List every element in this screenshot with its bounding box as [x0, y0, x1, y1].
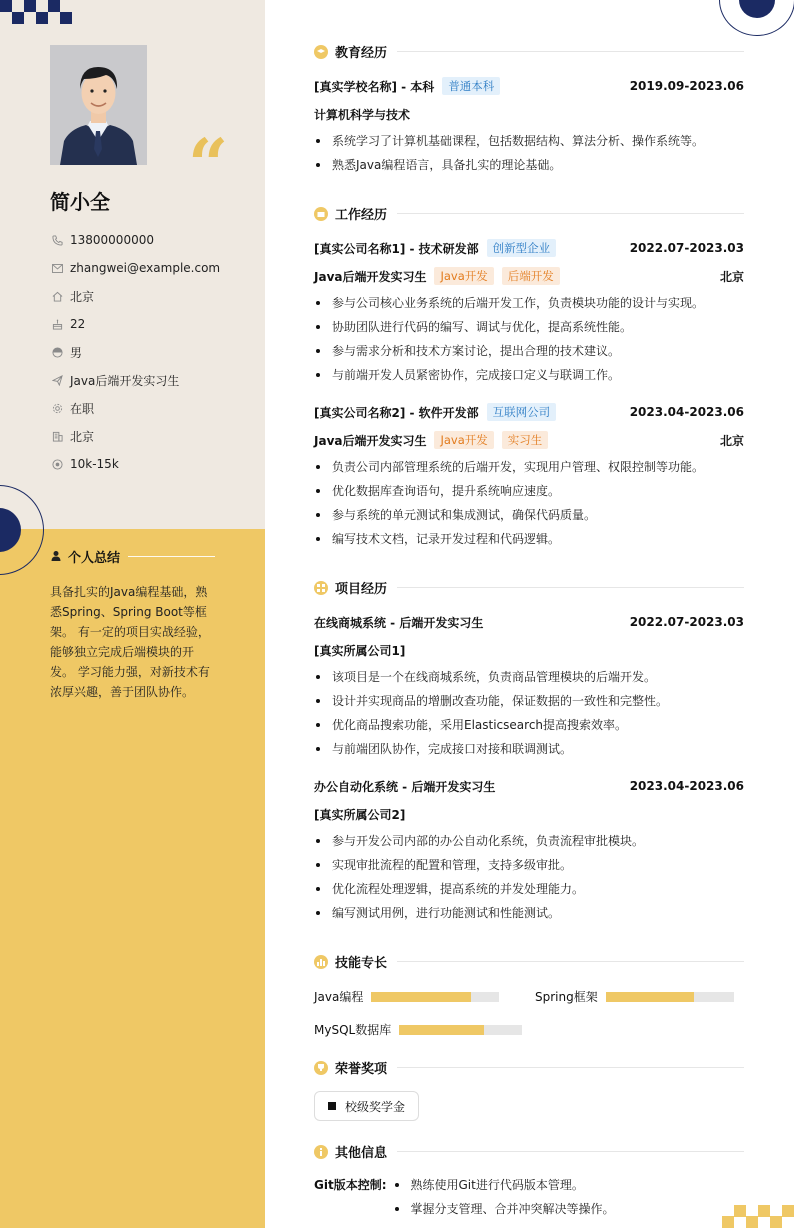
job-role-row — [314, 431, 744, 449]
list-item: 设计并实现商品的增删改查功能，保证数据的一致性和完整性。 — [314, 689, 744, 713]
avatar — [50, 45, 147, 165]
skill-name: MySQL数据库 — [314, 1023, 392, 1037]
list-item: 负责公司内部管理系统的后端开发，实现用户管理、权限控制等功能。 — [314, 455, 744, 479]
divider — [397, 587, 744, 588]
education-heading — [314, 42, 744, 61]
other-title: 其他信息 — [335, 1146, 388, 1161]
list-item: 掌握分支管理、合并冲突解决等操作。 — [393, 1197, 615, 1221]
projects-title: 项目经历 — [335, 582, 388, 597]
job-city: 北京 — [719, 433, 744, 448]
skill-bar-fill — [606, 992, 694, 1002]
divider — [397, 51, 744, 52]
company-name: [真实公司名称2] - 软件开发部 — [314, 405, 479, 420]
awards-title: 荣誉奖项 — [335, 1062, 388, 1077]
award-label: 校级奖学金 — [345, 1099, 406, 1114]
building-icon — [50, 429, 64, 443]
school-name: [真实学校名称] - 本科 — [314, 79, 435, 94]
gender-icon — [50, 345, 64, 359]
job-role: Java后端开发实习生 — [314, 269, 427, 284]
job-period: 2023.04-2023.06 — [629, 405, 744, 419]
project-bullets — [314, 829, 744, 925]
bar-chart-icon — [314, 955, 328, 969]
project-company: [真实所属公司1] — [314, 643, 406, 658]
list-item: 该项目是一个在线商城系统，负责商品管理模块的后端开发。 — [314, 665, 744, 689]
education-title: 教育经历 — [335, 46, 388, 61]
school-tag: 普通本科 — [442, 77, 500, 95]
job-company-row — [314, 403, 744, 421]
status-value: 在职 — [70, 401, 95, 416]
divider — [397, 1151, 744, 1152]
age-value: 22 — [70, 317, 86, 331]
divider — [397, 1067, 744, 1068]
job-bullets — [314, 455, 744, 551]
list-item: 编写测试用例，进行功能测试和性能测试。 — [314, 901, 744, 925]
phone-icon — [50, 233, 64, 247]
divider — [397, 213, 744, 214]
list-item: 优化流程处理逻辑，提高系统的并发处理能力。 — [314, 877, 744, 901]
other-info — [314, 1173, 615, 1221]
divider — [397, 961, 744, 962]
send-icon — [50, 373, 64, 387]
salary-value: 10k-15k — [70, 457, 119, 471]
info-gender — [50, 338, 220, 366]
skill-tag: 后端开发 — [502, 267, 560, 285]
work-title: 工作经历 — [335, 208, 388, 223]
skill-bar-fill — [399, 1025, 484, 1035]
skill-bar — [371, 992, 499, 1002]
company-tag: 创新型企业 — [487, 239, 557, 257]
work-heading — [314, 204, 744, 223]
info-status — [50, 394, 220, 422]
project-company-row — [314, 641, 744, 659]
project-name: 在线商城系统 - 后端开发实习生 — [314, 615, 484, 630]
summary-text: 具备扎实的Java编程基础，熟悉Spring、Spring Boot等框架。 有一定的项目实战经验，能够独立完成后端模块的开发。 学习能力强，对新技术有浓厚兴趣，善于团队协作。 — [50, 585, 210, 699]
divider — [128, 556, 215, 557]
info-location — [50, 282, 220, 310]
major-row — [314, 105, 744, 123]
grid-icon — [314, 581, 328, 595]
list-item: 熟练使用Git进行代码版本管理。 — [393, 1173, 615, 1197]
education-bullets — [314, 129, 744, 177]
list-item: 参与公司核心业务系统的后端开发工作，负责模块功能的设计与实现。 — [314, 291, 744, 315]
info-city — [50, 422, 220, 450]
company-name: [真实公司名称1] - 技术研发部 — [314, 241, 479, 256]
location-value: 北京 — [70, 289, 95, 304]
skill-item — [314, 988, 499, 1005]
square-icon — [328, 1102, 336, 1110]
candidate-name: 简小全 — [50, 190, 110, 214]
other-bullets — [393, 1173, 615, 1221]
skill-item — [314, 1021, 522, 1038]
project-period: 2022.07-2023.03 — [629, 615, 744, 629]
summary-title: 个人总结 — [68, 551, 121, 566]
info-phone — [50, 226, 220, 254]
skills-title: 技能专长 — [335, 956, 388, 971]
phone-value: 13800000000 — [70, 233, 154, 247]
checker-decoration — [0, 0, 80, 24]
gear-icon — [50, 401, 64, 415]
job-intent-value: Java后端开发实习生 — [70, 373, 180, 388]
project-bullets — [314, 665, 744, 761]
user-icon — [50, 547, 62, 566]
job-role-row — [314, 267, 744, 285]
list-item: 参与开发公司内部的办公自动化系统，负责流程审批模块。 — [314, 829, 744, 853]
info-job-intent — [50, 366, 220, 394]
award-badge — [314, 1091, 419, 1121]
list-item: 编写技术文档，记录开发过程和代码逻辑。 — [314, 527, 744, 551]
company-tag: 互联网公司 — [487, 403, 557, 421]
gender-value: 男 — [70, 345, 83, 360]
skill-bar — [399, 1025, 522, 1035]
job-period: 2022.07-2023.03 — [629, 241, 744, 255]
education-row — [314, 77, 744, 95]
skill-tag: Java开发 — [434, 267, 493, 285]
project-company: [真实所属公司2] — [314, 807, 406, 822]
salary-icon — [50, 457, 64, 471]
list-item: 协助团队进行代码的编写、调试与优化，提高系统性能。 — [314, 315, 744, 339]
project-row — [314, 613, 744, 631]
summary-heading — [50, 547, 215, 566]
home-icon — [50, 289, 64, 303]
job-role: Java后端开发实习生 — [314, 433, 427, 448]
skill-bar-fill — [371, 992, 471, 1002]
checker-decoration — [722, 1205, 794, 1228]
contact-info — [50, 226, 220, 478]
job-company-row — [314, 239, 744, 257]
job-bullets — [314, 291, 744, 387]
skills-heading — [314, 952, 744, 971]
info-icon — [314, 1145, 328, 1159]
awards-heading — [314, 1058, 744, 1077]
graduation-cap-icon — [314, 45, 328, 59]
list-item: 实现审批流程的配置和管理，支持多级审批。 — [314, 853, 744, 877]
city-value: 北京 — [70, 429, 95, 444]
list-item: 与前端团队协作，完成接口对接和联调测试。 — [314, 737, 744, 761]
list-item: 优化数据库查询语句，提升系统响应速度。 — [314, 479, 744, 503]
skill-item — [535, 988, 734, 1005]
info-age — [50, 310, 220, 338]
major: 计算机科学与技术 — [314, 107, 411, 122]
project-period: 2023.04-2023.06 — [629, 779, 744, 793]
cake-icon — [50, 317, 64, 331]
other-label: Git版本控制: — [314, 1178, 387, 1192]
project-name: 办公自动化系统 - 后端开发实习生 — [314, 779, 496, 794]
list-item: 参与系统的单元测试和集成测试，确保代码质量。 — [314, 503, 744, 527]
list-item: 参与需求分析和技术方案讨论，提出合理的技术建议。 — [314, 339, 744, 363]
skill-name: Java编程 — [314, 990, 364, 1004]
circle-decoration — [719, 0, 794, 36]
mail-icon — [50, 261, 64, 275]
list-item: 优化商品搜索功能，采用Elasticsearch提高搜索效率。 — [314, 713, 744, 737]
list-item: 与前端开发人员紧密协作，完成接口定义与联调工作。 — [314, 363, 744, 387]
briefcase-icon — [314, 207, 328, 221]
info-salary — [50, 450, 220, 478]
skill-tag: 实习生 — [502, 431, 549, 449]
education-period: 2019.09-2023.06 — [629, 79, 744, 93]
job-city: 北京 — [719, 269, 744, 284]
skill-tag: Java开发 — [434, 431, 493, 449]
quote-icon: “ — [188, 123, 229, 206]
info-email — [50, 254, 220, 282]
skill-bar — [606, 992, 734, 1002]
other-heading — [314, 1142, 744, 1161]
list-item: 系统学习了计算机基础课程，包括数据结构、算法分析、操作系统等。 — [314, 129, 744, 153]
projects-heading — [314, 578, 744, 597]
skill-name: Spring框架 — [535, 990, 598, 1004]
trophy-icon — [314, 1061, 328, 1075]
list-item: 熟悉Java编程语言，具备扎实的理论基础。 — [314, 153, 744, 177]
email-value: zhangwei@example.com — [70, 261, 221, 275]
project-row — [314, 777, 744, 795]
project-company-row — [314, 805, 744, 823]
